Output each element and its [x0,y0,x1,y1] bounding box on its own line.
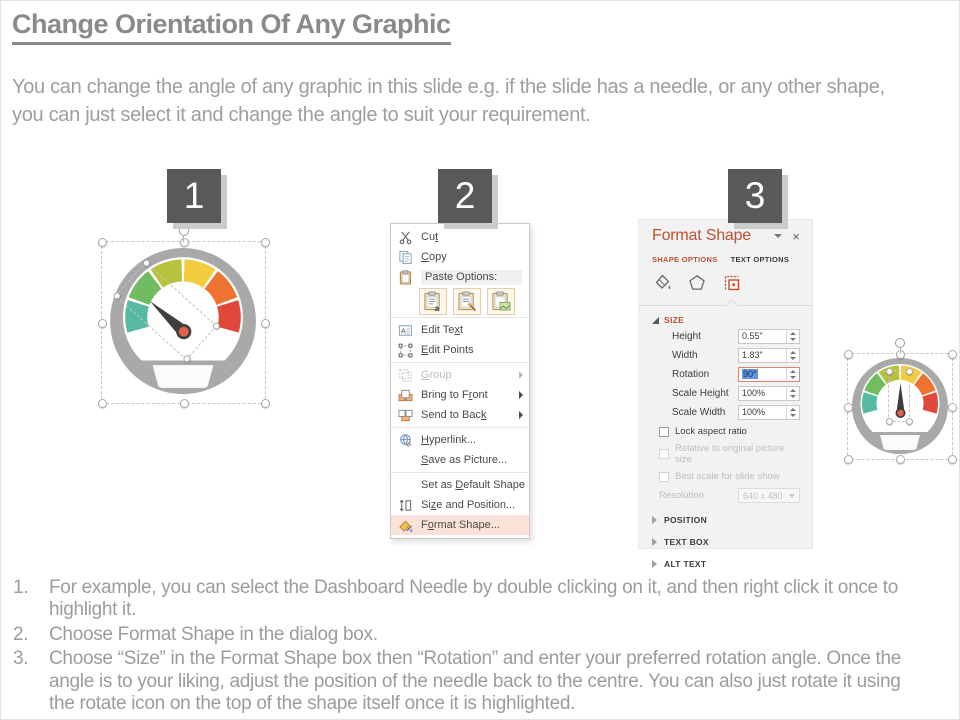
section-label: POSITION [664,515,708,525]
submenu-arrow-icon [519,371,523,379]
size-position-icon [396,497,414,513]
step-badge-1: 1 [167,169,221,223]
tab-shape-options[interactable]: SHAPE OPTIONS [652,255,718,264]
none [396,477,414,493]
expand-triangle-icon [652,516,657,524]
spinner-up-icon[interactable] [790,408,796,411]
menu-item-edit-points[interactable] [391,340,529,360]
selection-handle[interactable] [906,418,913,425]
checkbox-row-relative-to-original-picture-size [652,443,800,465]
menu-item-copy[interactable] [391,247,529,267]
menu-item-save-as-picture[interactable] [391,450,529,470]
spinner-down-icon[interactable] [790,338,796,341]
checkbox-label: Lock aspect ratio [675,426,747,437]
section-label: ALT TEXT [664,559,707,569]
selection-handle[interactable] [896,455,905,464]
menu-item-label: Edit Points [421,344,474,356]
instruction-text: Choose Format Shape in the dialog box. [49,623,378,645]
height-input[interactable] [738,329,800,344]
menu-item-format-shape[interactable] [391,515,529,535]
menu-separator [391,427,529,428]
rotation-handle[interactable] [179,226,189,242]
field-row-rotation [652,367,800,382]
hyperlink-icon [396,432,414,448]
tab-text-options[interactable]: TEXT OPTIONS [730,255,790,264]
checkbox-row-best-scale-for-slide-show [652,471,800,482]
selection-handle[interactable] [180,399,189,408]
spinner-buttons[interactable] [786,368,799,381]
spinner-buttons[interactable] [786,387,799,400]
menu-item-label: Cut [421,231,439,243]
page-title: Change Orientation Of Any Graphic [12,9,451,45]
instruction-text: For example, you can select the Dashboard Needle by double clicking on it, and then right click it once to highlight it. [49,577,899,621]
menu-item-send-to-back[interactable] [391,405,529,425]
field-row-width [652,348,800,363]
edit-points-icon [396,342,414,358]
copy-icon [396,249,414,265]
width-input[interactable] [738,348,800,363]
selection-handle[interactable] [844,455,853,464]
submenu-arrow-icon [519,391,523,399]
section-text-box[interactable] [652,537,800,547]
menu-separator [391,472,529,473]
intro-text: You can change the angle of any graphic in this slide e.g. if the slide has a needle, or any other shape, you can just select it and change the angle to suit your requirement. [12,76,885,127]
bring-front-icon [396,387,414,403]
menu-item-label: Save as Picture... [421,454,508,466]
paste-keep-source-icon[interactable] [419,288,447,315]
fill-line-icon[interactable] [652,273,672,298]
instruction-item [13,624,929,646]
size-properties-icon[interactable] [722,273,742,298]
size-section-header[interactable]: SIZE [652,315,800,325]
rotation-handle-stem [900,348,901,354]
menu-separator [391,362,529,363]
field-row-scale-width [652,405,800,420]
menu-item-label: Set as Default Shape [421,479,525,491]
relative-to-original-picture-size-checkbox [659,449,669,459]
field-value: 90° [743,369,757,379]
instruction-item [13,648,929,715]
resolution-dropdown[interactable]: 640 x 480 [738,488,800,503]
menu-item-group[interactable] [391,365,529,385]
rotation-input[interactable] [738,367,800,382]
field-value: 100% [742,407,766,417]
resolution-label: Resolution [659,490,704,501]
instructions-list [13,577,929,717]
field-row-scale-height [652,386,800,401]
paste-merge-formatting-icon[interactable] [453,288,481,315]
field-value: 100% [742,388,766,398]
rotation-handle-icon[interactable] [179,226,189,236]
panel-title: Format Shape [652,227,751,244]
selection-handle[interactable] [98,399,107,408]
field-value: 1.83" [742,350,763,360]
selection-handle[interactable] [886,368,893,375]
selection-handle[interactable] [844,403,853,412]
scale-width-input[interactable] [738,405,800,420]
rotation-handle-stem [183,236,184,242]
rotation-handle[interactable] [895,338,905,354]
checkbox-label: Relative to original picture size [675,443,785,465]
paste-as-picture-icon[interactable] [487,288,515,315]
field-label: Scale Height [672,388,729,399]
field-label: Rotation [672,369,710,380]
collapse-triangle-icon [652,317,659,324]
menu-separator [391,317,529,318]
menu-item-label: Paste Options: [421,270,522,285]
spinner-down-icon[interactable] [790,376,796,379]
menu-item-paste-options[interactable] [391,267,529,287]
svg-text:A: A [400,326,406,335]
panel-divider [639,305,812,306]
checkbox-row-lock-aspect-ratio [652,426,800,437]
field-value: 0.55" [742,331,763,341]
menu-item-label: Send to Back [421,409,487,421]
menu-item-set-as-default-shape[interactable] [391,475,529,495]
field-label: Width [672,350,698,361]
instruction-item [13,577,929,622]
edit-text-icon [396,322,414,338]
menu-item-label: Copy [421,251,447,263]
step-badge-2: 2 [438,169,492,223]
menu-item-hyperlink[interactable] [391,430,529,450]
menu-item-edit-text[interactable] [391,320,529,340]
field-label: Height [672,331,701,342]
context-menu [390,223,530,539]
selection-handle[interactable] [948,455,957,464]
selection-handle[interactable] [261,399,270,408]
menu-item-size-and-position[interactable] [391,495,529,515]
selection-handle[interactable] [261,238,270,247]
submenu-arrow-icon [519,411,523,419]
menu-item-label: Format Shape... [421,519,500,531]
spinner-down-icon[interactable] [790,357,796,360]
spinner-down-icon[interactable] [790,395,796,398]
spinner-up-icon[interactable] [790,389,796,392]
selection-handle[interactable] [844,350,853,359]
spinner-buttons[interactable] [786,330,799,343]
lock-aspect-ratio-checkbox[interactable] [659,427,669,437]
panel-dropdown-icon[interactable] [774,234,782,238]
selection-handle[interactable] [906,368,913,375]
menu-item-label: Size and Position... [421,499,516,511]
spinner-buttons[interactable] [786,406,799,419]
menu-item-label: Hyperlink... [421,434,477,446]
best-scale-for-slide-show-checkbox [659,472,669,482]
panel-close-icon[interactable]: × [792,228,800,244]
section-position[interactable] [652,515,800,525]
field-label: Scale Width [672,407,726,418]
step-badge-3: 3 [728,169,782,223]
none [396,452,414,468]
group-icon [396,367,414,383]
instruction-number: 1. [13,577,29,598]
menu-item-label: Bring to Front [421,389,488,401]
selection-handle[interactable] [948,350,957,359]
expand-triangle-icon [652,538,657,546]
scale-height-input[interactable] [738,386,800,401]
selection-handle[interactable] [886,418,893,425]
cut-icon [396,229,414,245]
menu-item-bring-to-front[interactable] [391,385,529,405]
selection-handle[interactable] [98,238,107,247]
paste-options-row [391,287,529,315]
rotated-needle-selection-box[interactable] [888,370,910,422]
dropdown-caret-icon [789,494,795,498]
format-shape-panel [638,219,813,569]
spinner-buttons[interactable] [786,349,799,362]
paste-icon [396,269,414,285]
spinner-up-icon[interactable] [790,351,796,354]
instruction-number: 2. [13,623,29,645]
field-row-height [652,329,800,344]
menu-item-cut[interactable] [391,227,529,247]
section-alt-text[interactable] [652,559,800,569]
rotation-handle-icon[interactable] [895,338,905,348]
effects-icon[interactable] [687,273,707,298]
menu-item-label: Edit Text [421,324,463,336]
selection-handle[interactable] [98,319,107,328]
instruction-text: Choose “Size” in the Format Shape box then “Rotation” and enter your preferred rotation angle. Once the angle is to your liking, adjust the position of the needle back to the centre. You can also just rotate it using the rotate icon on the top of the shape itself once it is highlighted. [49,648,902,715]
menu-item-label: Group [421,369,452,381]
spinner-up-icon[interactable] [790,332,796,335]
resolution-row [652,488,800,503]
spinner-down-icon[interactable] [790,414,796,417]
format-shape-icon [396,517,414,533]
checkbox-label: Best scale for slide show [675,471,780,482]
spinner-up-icon[interactable] [790,370,796,373]
svg-text:a: a [433,302,439,312]
selection-handle[interactable] [948,403,957,412]
send-back-icon [396,407,414,423]
selection-handle[interactable] [261,319,270,328]
section-label: TEXT BOX [664,537,709,547]
instruction-number: 3. [13,648,29,670]
expand-triangle-icon [652,560,657,568]
